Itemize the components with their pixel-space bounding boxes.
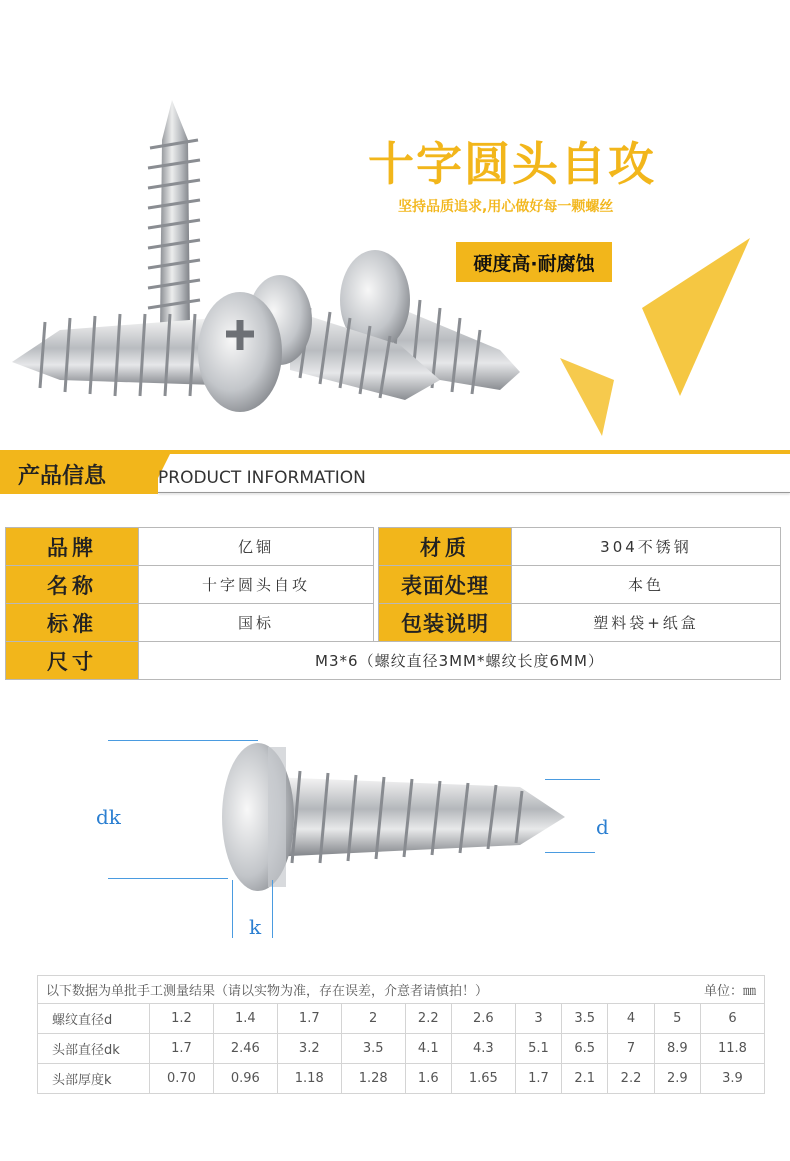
table-cell: 0.70 xyxy=(150,1064,214,1094)
hero-title: 十字圆头自攻 xyxy=(368,137,656,191)
hero-subtitle: 坚持品质追求,用心做好每一颗螺丝 xyxy=(398,199,614,215)
dk-top-line xyxy=(108,740,258,741)
table-cell: 1.2 xyxy=(150,1004,214,1034)
section-divider xyxy=(158,492,790,493)
spec-size-value: M3*6（螺纹直径3MM*螺纹长度6MM） xyxy=(139,642,781,680)
table-cell: 11.8 xyxy=(700,1034,764,1064)
table-row xyxy=(38,1064,765,1094)
table-cell: 2.6 xyxy=(451,1004,515,1034)
table-cell: 2.2 xyxy=(405,1004,451,1034)
table-cell: 7 xyxy=(608,1034,654,1064)
d-top-line xyxy=(545,779,600,780)
table-cell: 2.9 xyxy=(654,1064,700,1094)
dk-bottom-line xyxy=(108,878,228,879)
table-cell: 6 xyxy=(700,1004,764,1034)
measurement-table xyxy=(37,975,765,1094)
spec-row xyxy=(6,604,781,642)
spec-label: 标准 xyxy=(6,604,139,642)
dimension-diagram xyxy=(0,725,790,950)
spec-row xyxy=(6,566,781,604)
measurement-caption-cell xyxy=(38,976,765,1004)
table-cell: 4 xyxy=(608,1004,654,1034)
table-cell: 3.5 xyxy=(562,1004,608,1034)
table-cell: 2.2 xyxy=(608,1064,654,1094)
hero-banner xyxy=(0,0,790,440)
spec-value: 塑料袋+纸盒 xyxy=(512,604,781,642)
table-cell: 1.6 xyxy=(405,1064,451,1094)
table-cell: 6.5 xyxy=(562,1034,608,1064)
table-cell: 1.7 xyxy=(277,1004,341,1034)
table-cell: 1.18 xyxy=(277,1064,341,1094)
row-header: 螺纹直径d xyxy=(38,1004,150,1034)
section-header xyxy=(0,450,790,498)
dk-label: dk xyxy=(96,805,121,829)
screw-diagram-image xyxy=(0,725,790,950)
spec-label: 表面处理 xyxy=(379,566,512,604)
table-cell: 5.1 xyxy=(515,1034,561,1064)
screws-image xyxy=(0,0,560,440)
k-label: k xyxy=(249,915,262,939)
spec-row xyxy=(6,528,781,566)
table-cell: 1.65 xyxy=(451,1064,515,1094)
table-row xyxy=(38,1034,765,1064)
table-cell: 2.46 xyxy=(213,1034,277,1064)
decor-triangle-large xyxy=(642,238,752,398)
table-cell: 4.1 xyxy=(405,1034,451,1064)
section-title-cn: 产品信息 xyxy=(0,454,158,494)
spec-value: 304不锈钢 xyxy=(512,528,781,566)
hero-badge: 硬度高·耐腐蚀 xyxy=(456,242,612,282)
d-bottom-line xyxy=(545,852,595,853)
row-header: 头部厚度k xyxy=(38,1064,150,1094)
table-cell: 3 xyxy=(515,1004,561,1034)
table-cell: 2 xyxy=(341,1004,405,1034)
table-cell: 1.7 xyxy=(515,1064,561,1094)
d-label: d xyxy=(596,815,609,839)
spec-value: 十字圆头自攻 xyxy=(139,566,374,604)
measurement-caption-row xyxy=(38,976,765,1004)
table-cell: 1.28 xyxy=(341,1064,405,1094)
table-cell: 0.96 xyxy=(213,1064,277,1094)
spec-value: 亿锢 xyxy=(139,528,374,566)
table-cell: 3.2 xyxy=(277,1034,341,1064)
section-title-en: PRODUCT INFORMATION xyxy=(158,468,366,488)
spec-label: 品牌 xyxy=(6,528,139,566)
measurement-unit: 单位：㎜ xyxy=(703,984,756,999)
measurement-caption: 以下数据为单批手工测量结果（请以实物为准，存在误差，介意者请慎拍！） xyxy=(46,984,489,999)
row-header: 头部直径dk xyxy=(38,1034,150,1064)
k-left-line xyxy=(232,880,233,938)
table-cell: 5 xyxy=(654,1004,700,1034)
table-cell: 4.3 xyxy=(451,1034,515,1064)
spec-label: 材质 xyxy=(379,528,512,566)
spec-label: 包装说明 xyxy=(379,604,512,642)
table-cell: 2.1 xyxy=(562,1064,608,1094)
decor-triangle-small xyxy=(560,358,616,438)
table-cell: 1.4 xyxy=(213,1004,277,1034)
spec-value: 国标 xyxy=(139,604,374,642)
table-cell: 3.9 xyxy=(700,1064,764,1094)
spec-row-size xyxy=(6,642,781,680)
table-row xyxy=(38,1004,765,1034)
spec-label: 尺寸 xyxy=(6,642,139,680)
table-cell: 1.7 xyxy=(150,1034,214,1064)
spec-value: 本色 xyxy=(512,566,781,604)
spec-table xyxy=(5,527,781,680)
table-cell: 8.9 xyxy=(654,1034,700,1064)
table-cell: 3.5 xyxy=(341,1034,405,1064)
spec-label: 名称 xyxy=(6,566,139,604)
k-right-line xyxy=(272,880,273,938)
